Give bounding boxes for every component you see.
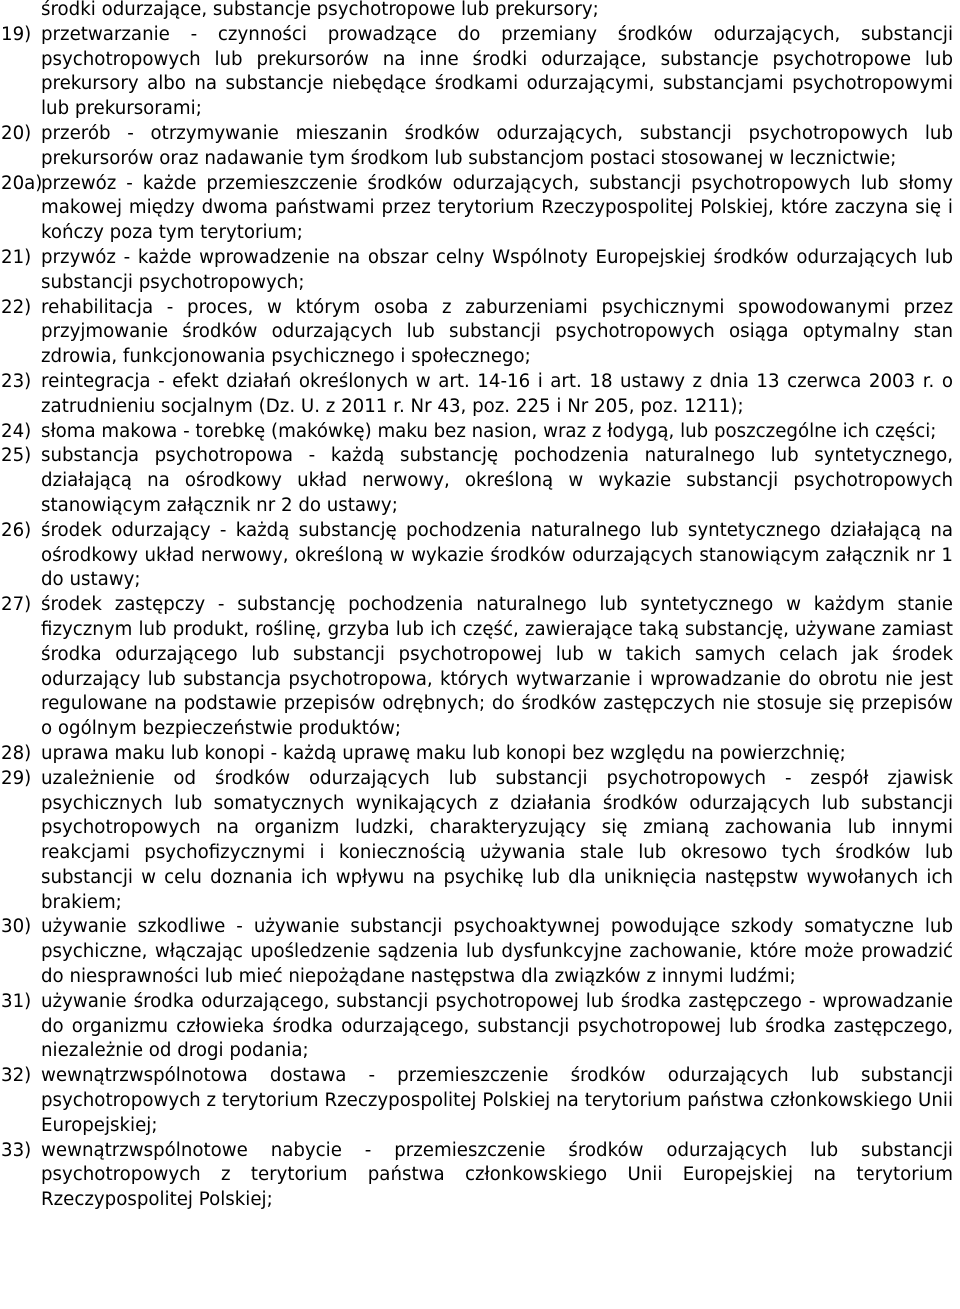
definition-item-28 bbox=[0, 742, 953, 767]
definition-item-30 bbox=[0, 915, 953, 989]
item-number: 22) bbox=[1, 296, 32, 318]
item-text: środek odurzający - każdą substancję pochodzenia naturalnego lub syntetycznego działającą na ośrodkowy układ nerwowy, określoną w wykazie środków odurzających stanowiącym załącznik nr 1 do ustawy; bbox=[41, 519, 953, 591]
definition-item-32 bbox=[0, 1064, 953, 1138]
item-text: przetwarzanie - czynności prowadzące do przemiany środków odurzających, substancji psychotropowych lub prekursorów na inne środki odurzające, substancje psychotropowe lub prekursory albo na substancje niebędące środkami odurzającymi, substancjami psychotropowymi lub prekursorami; bbox=[41, 23, 953, 120]
definition-item-20 bbox=[0, 122, 953, 172]
item-number: 25) bbox=[1, 445, 32, 467]
item-number: 30) bbox=[1, 916, 32, 938]
definition-item-29 bbox=[0, 767, 953, 916]
item-number: 28) bbox=[1, 742, 32, 764]
item-text: wewnątrzwspólnotowe nabycie - przemieszczenie środków odurzających lub substancji psychotropowych z terytorium państwa członkowskiego Unii Europejskiej na terytorium Rzeczypospolitej Polskiej; bbox=[41, 1139, 953, 1211]
definition-item-26 bbox=[0, 519, 953, 593]
definition-item-21 bbox=[0, 246, 953, 296]
item-text: używanie szkodliwe - używanie substancji psychoaktywnej powodujące szkody somatyczne lub psychiczne, włączając upośledzenie sądzenia lub dysfunkcyjne zachowanie, które może prowadzić do niesprawności lub mieć niepożądane następstwa dla związków z innymi ludźmi; bbox=[41, 916, 953, 988]
definition-item-20a bbox=[0, 172, 953, 246]
item-text: reintegracja - efekt działań określonych w art. 14-16 i art. 18 ustawy z dnia 13 czerwca 2003 r. o zatrudnieniu socjalnym (Dz. U. z 2011 r. Nr 43, poz. 225 i Nr 205, poz. 1211); bbox=[41, 370, 953, 417]
item-number: 20a) bbox=[1, 172, 43, 194]
item-number: 23) bbox=[1, 370, 32, 392]
item-number: 19) bbox=[1, 23, 32, 45]
item-text: przywóz - każde wprowadzenie na obszar celny Wspólnoty Europejskiej środków odurzających lub substancji psychotropowych; bbox=[41, 246, 953, 293]
item-number: 26) bbox=[1, 519, 32, 541]
definition-item-22 bbox=[0, 296, 953, 370]
item-number: 32) bbox=[1, 1065, 32, 1087]
definition-item-24 bbox=[0, 420, 953, 445]
item-text: rehabilitacja - proces, w którym osoba z zaburzeniami psychicznymi spowodowanymi przez przyjmowanie środków odurzających lub substancji psychotropowych osiąga optymalny stan zdrowia, funkcjonowania psychicznego i społecznego; bbox=[41, 296, 953, 368]
definition-item-33 bbox=[0, 1139, 953, 1213]
item-text: przerób - otrzymywanie mieszanin środków odurzających, substancji psychotropowych lub prekursorów oraz nadawanie tym środkom lub substancjom postaci stosowanej w lecznictwie; bbox=[41, 122, 953, 169]
continued-definition-text: środki odurzające, substancje psychotropowe lub prekursory; bbox=[41, 0, 599, 20]
definition-item-25 bbox=[0, 444, 953, 518]
item-text: uprawa maku lub konopi - każdą uprawę maku lub konopi bez względu na powierzchnię; bbox=[41, 742, 846, 764]
item-text: środek zastępczy - substancję pochodzenia naturalnego lub syntetycznego w każdym stanie fizycznym lub produkt, roślinę, grzyba lub ich część, zawierające taką substancję, używane zamiast środka odurzającego lub substancji psychotropowej lub w takich samych celach jak środek odurzający lub substancja psychotropowa, których wytwarzanie i wprowadzanie do obrotu nie jest regulowane na podstawie przepisów odrębnych; do środków zastępczych nie stosuje się przepisów o ogólnym bezpieczeństwie produktów; bbox=[41, 594, 953, 740]
item-text: słoma makowa - torebkę (makówkę) maku bez nasion, wraz z łodygą, lub poszczególne ich części; bbox=[41, 420, 937, 442]
item-number: 24) bbox=[1, 420, 32, 442]
item-text: wewnątrzwspólnotowa dostawa - przemieszczenie środków odurzających lub substancji psychotropowych z terytorium Rzeczypospolitej Polskiej na terytorium państwa członkowskiego Unii Europejskiej; bbox=[41, 1065, 953, 1136]
item-number: 21) bbox=[1, 246, 32, 268]
item-text: używanie środka odurzającego, substancji psychotropowej lub środka zastępczego - wprowadzanie do organizmu człowieka środka odurzającego, substancji psychotropowej lub środka zastępczego, niezależnie od drogi podania; bbox=[41, 990, 953, 1062]
definition-item-27 bbox=[0, 593, 953, 742]
item-number: 31) bbox=[1, 990, 32, 1012]
definition-item-31 bbox=[0, 990, 953, 1064]
item-text: przewóz - każde przemieszczenie środków odurzających, substancji psychotropowych lub słomy makowej między dwoma państwami przez terytorium Rzeczypospolitej Polskiej, które zaczyna się i kończy poza tym terytorium; bbox=[41, 172, 953, 244]
item-number: 27) bbox=[1, 594, 32, 616]
item-text: uzależnienie od środków odurzających lub substancji psychotropowych - zespół zjawisk psychicznych lub somatycznych wynikających z działania środków odurzających lub substancji psychotropowych na organizm ludzki, charakteryzujący się zmianą zachowania lub innymi reakcjami psychofizycznymi i koniecznością używania stale lub okresowo tych środków lub substancji w celu doznania ich wpływu na psychikę lub dla uniknięcia następstw wywołanych ich brakiem; bbox=[41, 767, 953, 913]
item-number: 33) bbox=[1, 1139, 32, 1161]
definition-item-23 bbox=[0, 370, 953, 420]
definition-item-19 bbox=[0, 23, 953, 122]
item-number: 29) bbox=[1, 767, 32, 789]
item-text: substancja psychotropowa - każdą substancję pochodzenia naturalnego lub syntetycznego, działającą na ośrodkowy układ nerwowy, określoną w wykazie substancji psychotropowych stanowiącym załącznik nr 2 do ustawy; bbox=[41, 445, 953, 516]
item-number: 20) bbox=[1, 122, 32, 144]
